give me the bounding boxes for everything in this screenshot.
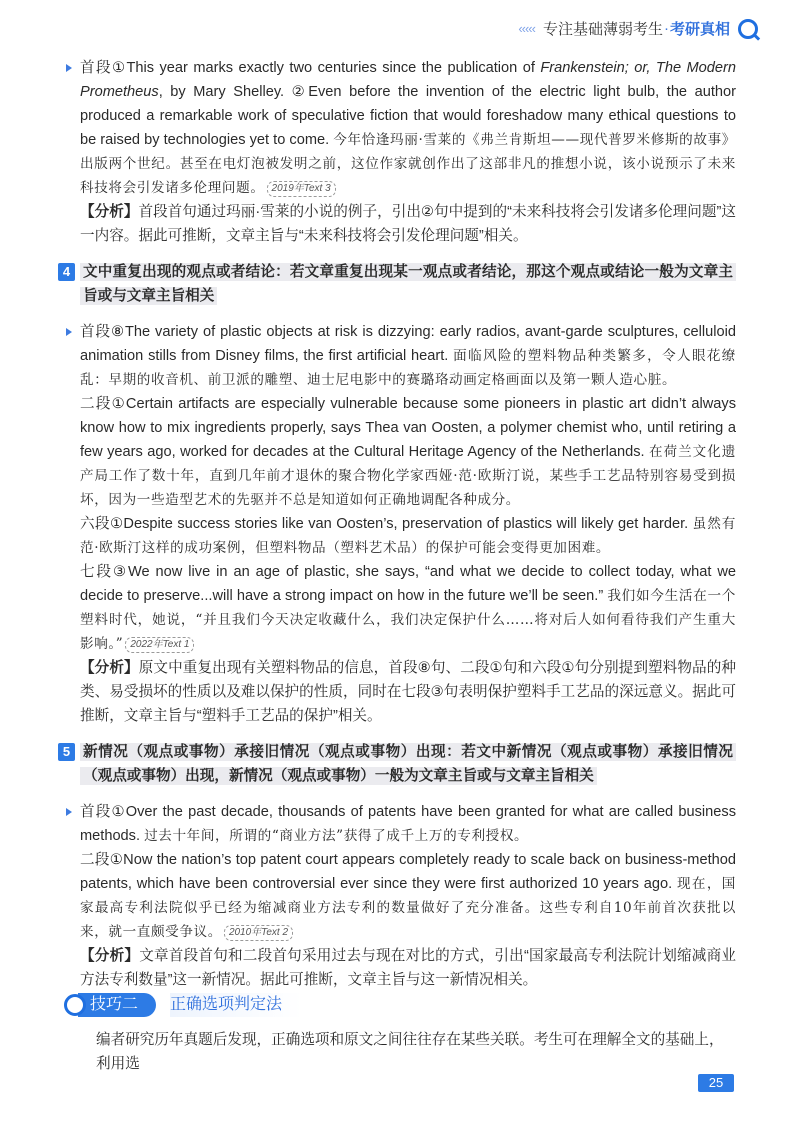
spacer: [80, 792, 736, 800]
chinese-translation: 过去十年间，所谓的“商业方法”获得了成千上万的专利授权。: [144, 828, 529, 844]
intro-paragraph: 编者研究历年真题后发现，正确选项和原文之间往往存在某些关联。考生可在理解全文的基础上，利用选: [96, 1032, 724, 1072]
rule-heading-text: 文中重复出现的观点或者结论：若文章重复出现某一观点或者结论，那这个观点或结论一般为文章主旨或与文章主旨相关: [80, 263, 736, 305]
chinese-translation: 虽然有范·欧斯汀这样的成功案例，但塑料物品（塑料艺术品）的保护可能会变得更加困难。: [80, 516, 736, 556]
tip-label: 技巧二: [78, 993, 156, 1017]
tip-name: 正确选项判定法: [170, 993, 302, 1017]
header-dot: ·: [663, 20, 669, 37]
italic-title: Frankenstein; or, The Modern Prometheus: [80, 60, 736, 100]
analysis-text: 首段首句通过玛丽·雪莱的小说的例子，引出②句中提到的“未来科技将会引发诸多伦理问题”这一内容。据此可推断，文章主旨与“未来科技将会引发伦理问题”相关。: [80, 204, 736, 244]
analysis-text: 文章首段首句和二段首句采用过去与现在对比的方式，引出“国家最高专利法院计划缩减商业方法专利数量”这一新情况。据此可推断，文章主旨与这一新情况相关。: [80, 948, 736, 988]
source-tag: 2019年Text 3: [267, 181, 336, 197]
english-text: 首段①This year marks exactly two centuries since the publication of: [80, 60, 541, 76]
example-paragraph: [80, 320, 736, 392]
chinese-translation: 我们如今生活在一个塑料时代，她说，“并且我们今天决定收藏什么，我们决定保护什么……将对后人如何看待我们产生重大影响。”: [80, 588, 737, 652]
tip-heading: [64, 993, 302, 1017]
english-text: 首段⑧The variety of plastic objects at risk is dizzying: early radios, avant-garde sculptures, celluloid animation stills from Disney films, the first artificial heart.: [80, 324, 736, 364]
analysis-label: 【分析】: [80, 660, 139, 676]
example-paragraph: [80, 560, 736, 656]
analysis-paragraph: [80, 656, 736, 728]
example-paragraph: [80, 800, 736, 848]
rule-number-badge: 5: [58, 743, 75, 761]
header-slogan: 专注基础薄弱考生: [542, 21, 663, 38]
rule-heading-text: 新情况（观点或事物）承接旧情况（观点或事物）出现：若文中新情况（观点或事物）承接旧情况（观点或事物）出现，新情况（观点或事物）一般为文章主旨或与文章主旨相关: [80, 743, 736, 785]
chinese-translation: 今年恰逢玛丽·雪莱的《弗兰肯斯坦——现代普罗米修斯的故事》出版两个世纪。甚至在电灯泡被发明之前，这位作家就创作出了这部非凡的推想小说，该小说预示了未来科技将会引发诸多伦理问题。: [80, 132, 736, 196]
english-text: , by Mary Shelley. ②Even before the invention of the electric light bulb, the author produced a remarkable work of speculative fiction that would foreshadow many ethical questions to be raised by technologies yet to come.: [80, 84, 736, 148]
english-text: 七段③We now live in an age of plastic, she says, “and what we decide to collect today, what we decide to preserve...will have a strong impact on how in the future we’ll be seen.”: [80, 564, 736, 604]
example-paragraph: [80, 392, 736, 512]
source-tag: 2010年Text 2: [224, 925, 293, 941]
example-paragraph: [80, 512, 736, 560]
analysis-paragraph: [80, 944, 736, 992]
rule-heading: [62, 740, 736, 788]
rule-heading: [62, 260, 736, 308]
arrows-icon: ‹‹‹‹‹: [518, 21, 535, 36]
english-text: 二段①Certain artifacts are especially vulnerable because some pioneers in plastic art didn’t always know how to mix ingredients properly, says Thea van Oosten, a polymer chemist who, until retiring a few years ago, worked for decades at the Cultural Heritage Agency of the Netherlands.: [80, 396, 736, 460]
page-number: 25: [698, 1074, 734, 1092]
source-tag: 2022年Text 1: [125, 637, 194, 653]
chinese-translation: 现在，国家最高专利法院似乎已经为缩减商业方法专利的数量做好了充分准备。这些专利自10年前首次获批以来，就一直颇受争议。: [80, 876, 736, 940]
rule-number-badge: 4: [58, 263, 75, 281]
analysis-label: 【分析】: [80, 948, 140, 964]
brand-q-icon: [64, 994, 86, 1016]
english-text: 二段①Now the nation’s top patent court appears completely ready to scale back on business-method patents, which have been controversial ever since they were first authorized 10 years ago.: [80, 852, 736, 892]
spacer: [80, 312, 736, 320]
header-brand: 考研真相: [669, 21, 730, 38]
chinese-translation: 面临风险的塑料物品种类繁多，令人眼花缭乱：早期的收音机、前卫派的雕塑、迪士尼电影中的赛璐珞动画定格画面以及第一颗人造心脏。: [80, 348, 736, 388]
running-header: [518, 18, 758, 39]
chinese-translation: 在荷兰文化遗产局工作了数十年，直到几年前才退休的聚合物化学家西娅·范·欧斯汀说，某些手工艺品特别容易受到损坏，因为一些造型艺术的先驱并不总是知道如何正确地调配各种成分。: [80, 444, 736, 508]
brand-logo-icon: [738, 19, 758, 39]
page-content: [62, 56, 737, 992]
analysis-text: 原文中重复出现有关塑料物品的信息，首段⑧句、二段①句和六段①句分别提到塑料物品的种类、易受损坏的性质以及难以保护的性质，同时在七段③句表明保护塑料手工艺品的深远意义。据此可推断，文章主旨与“塑料手工艺品的保护”相关。: [80, 660, 736, 724]
english-text: 首段①Over the past decade, thousands of patents have been granted for what are called business methods.: [80, 804, 736, 844]
analysis-label: 【分析】: [80, 204, 139, 220]
example-paragraph: [80, 848, 736, 944]
example-paragraph: [80, 56, 736, 200]
analysis-paragraph: [80, 200, 736, 248]
english-text: 六段①Despite success stories like van Oosten’s, preservation of plastics will likely get harder.: [80, 516, 693, 532]
